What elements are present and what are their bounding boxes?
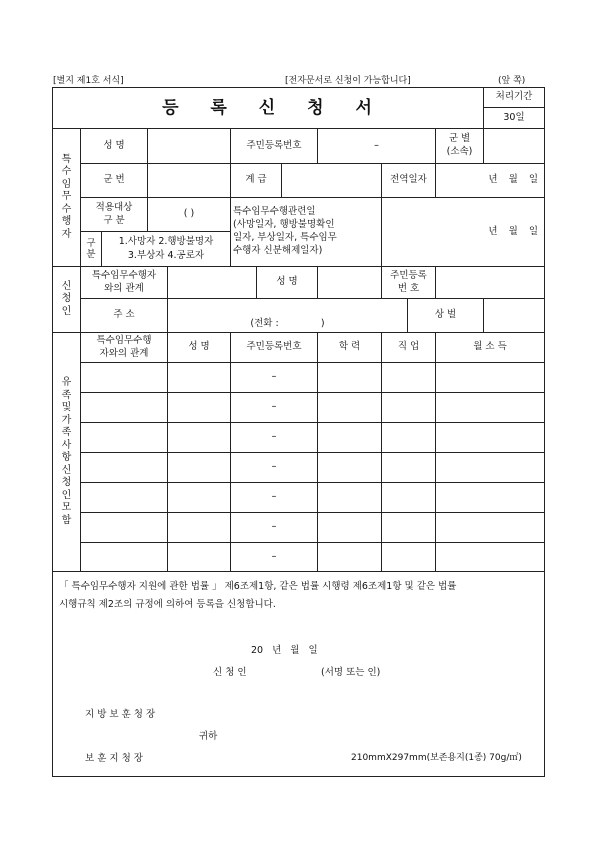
title-char: 등 xyxy=(162,97,181,118)
address-field[interactable] xyxy=(168,299,408,333)
family-col-relation: 특수임무수행 자와의 관계 xyxy=(81,333,168,363)
family-cell[interactable] xyxy=(318,393,382,423)
paper-spec: 210mmX297mm(보존용지(1종) 70g/㎡) xyxy=(351,753,522,763)
declaration xyxy=(53,572,545,777)
family-cell[interactable] xyxy=(318,453,382,483)
family-cell[interactable] xyxy=(318,423,382,453)
family-col-education: 학 력 xyxy=(318,333,382,363)
rrn-field[interactable]: – xyxy=(318,129,436,164)
family-cell[interactable] xyxy=(81,543,168,572)
family-cell[interactable] xyxy=(436,363,545,393)
family-rrn[interactable]: – xyxy=(231,513,318,543)
family-rrn[interactable]: – xyxy=(231,363,318,393)
family-rrn[interactable]: – xyxy=(231,453,318,483)
category-options: 1.사망자 2.행방불명자 3.부상자 4.공로자 xyxy=(118,236,214,261)
table-row xyxy=(53,363,545,393)
family-cell[interactable] xyxy=(318,483,382,513)
family-rrn[interactable]: – xyxy=(231,543,318,572)
table-row xyxy=(53,423,545,453)
applicant-name-label: 성 명 xyxy=(257,267,318,299)
signature-field[interactable]: (서명 또는 인) xyxy=(321,667,381,679)
declaration-text: 「 특수임무수행자 지원에 관한 법률 」 제6조제1항, 같은 법률 시행령 제6조제1항 및 같은 법률 xyxy=(59,581,457,592)
applicant-rrn-field[interactable] xyxy=(436,267,545,299)
family-cell[interactable] xyxy=(168,453,231,483)
family-cell[interactable] xyxy=(436,423,545,453)
relation-field[interactable] xyxy=(168,267,257,299)
table-row xyxy=(53,453,545,483)
table-row xyxy=(53,483,545,513)
mission-date-label: 특수임무수행관련일 (사망일자, 행방불명확인 일자, 부상일자, 특수임무 수행자 신분해제일자) xyxy=(231,198,382,267)
family-cell[interactable] xyxy=(382,393,436,423)
family-cell[interactable] xyxy=(382,543,436,572)
target-category-label: 적용대상 구 분 xyxy=(81,198,148,232)
processing-value: 30일 xyxy=(484,108,545,129)
form-number: [별지 제1호 서식] xyxy=(53,76,124,86)
table-row xyxy=(53,393,545,423)
electronic-note: [전자문서로 신청이 가능합니다] xyxy=(285,76,411,86)
family-cell[interactable] xyxy=(382,423,436,453)
branch-field[interactable] xyxy=(484,129,545,164)
family-cell[interactable] xyxy=(382,363,436,393)
applicant-label: 신 청 인 xyxy=(213,667,247,679)
recipient-branch: 보 훈 지 청 장 xyxy=(85,753,143,765)
family-cell[interactable] xyxy=(168,543,231,572)
page-side: (앞 쪽) xyxy=(498,76,526,86)
rrn-label: 주민등록번호 xyxy=(231,129,318,164)
phone-field: (전화 : ) xyxy=(250,318,325,330)
section-special-mission xyxy=(53,129,81,267)
family-cell[interactable] xyxy=(382,453,436,483)
branch-label: 군 별 (소속) xyxy=(436,129,484,164)
section-label: 신 청 인 xyxy=(61,280,72,317)
table-row xyxy=(53,543,545,572)
declaration-text: 시행규칙 제2조의 규정에 의하여 등록을 신청합니다. xyxy=(59,599,276,611)
family-cell[interactable] xyxy=(168,423,231,453)
gubun-label: 구 분 xyxy=(81,232,102,266)
recipient-regional: 지 방 보 훈 청 장 xyxy=(85,709,156,721)
section-applicant xyxy=(53,267,81,333)
family-cell[interactable] xyxy=(168,483,231,513)
family-col-income: 월 소 득 xyxy=(436,333,545,363)
family-cell[interactable] xyxy=(436,393,545,423)
family-col-name: 성 명 xyxy=(168,333,231,363)
table-row xyxy=(53,513,545,543)
rank-label: 계 급 xyxy=(231,164,282,198)
title-char: 신 xyxy=(258,97,278,118)
name-field[interactable] xyxy=(148,129,231,164)
family-rrn[interactable]: – xyxy=(231,393,318,423)
reward-label: 상 벌 xyxy=(408,299,484,333)
discharge-field[interactable]: 년 월 일 xyxy=(436,164,545,198)
title-char: 청 xyxy=(307,97,326,118)
discharge-label: 전역일자 xyxy=(382,164,436,198)
title-char: 서 xyxy=(355,97,374,118)
mission-date-field[interactable]: 년 월 일 xyxy=(382,198,545,267)
recipient-honorific: 귀하 xyxy=(199,731,218,743)
family-cell[interactable] xyxy=(81,363,168,393)
registration-form xyxy=(52,87,545,777)
applicant-name-field[interactable] xyxy=(318,267,382,299)
service-no-label: 군 번 xyxy=(81,164,148,198)
form-title xyxy=(53,88,484,129)
family-cell[interactable] xyxy=(436,513,545,543)
family-cell[interactable] xyxy=(436,483,545,513)
family-cell[interactable] xyxy=(81,393,168,423)
family-cell[interactable] xyxy=(318,363,382,393)
family-rrn[interactable]: – xyxy=(231,423,318,453)
family-cell[interactable] xyxy=(168,363,231,393)
family-cell[interactable] xyxy=(382,483,436,513)
family-cell[interactable] xyxy=(81,423,168,453)
section-label: 특 수 임 무 수 행 자 xyxy=(61,153,72,240)
family-col-job: 직 업 xyxy=(382,333,436,363)
family-cell[interactable] xyxy=(168,513,231,543)
section-family xyxy=(53,333,81,572)
applicant-rrn-label: 주민등록 번 호 xyxy=(382,267,436,299)
family-rrn[interactable]: – xyxy=(231,483,318,513)
application-date[interactable]: 20 년 월 일 xyxy=(251,645,318,657)
family-col-rrn: 주민등록번호 xyxy=(231,333,318,363)
family-cell[interactable] xyxy=(318,543,382,572)
target-category-field[interactable]: ( ) xyxy=(148,198,231,232)
title-char: 록 xyxy=(210,97,229,118)
reward-field[interactable] xyxy=(484,299,545,333)
family-cell[interactable] xyxy=(436,453,545,483)
address-label: 주 소 xyxy=(81,299,168,333)
family-cell[interactable] xyxy=(168,393,231,423)
family-cell[interactable] xyxy=(81,483,168,513)
family-cell[interactable] xyxy=(81,453,168,483)
family-cell[interactable] xyxy=(436,543,545,572)
processing-label: 처리기간 xyxy=(484,88,545,108)
name-label: 성 명 xyxy=(81,129,148,164)
family-cell[interactable] xyxy=(318,513,382,543)
section-label: 유 족 및 가 족 사 항 신 청 인 모 함 xyxy=(61,377,72,526)
service-no-field[interactable] xyxy=(148,164,231,198)
family-cell[interactable] xyxy=(382,513,436,543)
relation-label: 특수임무수행자 와의 관계 xyxy=(81,267,168,299)
family-cell[interactable] xyxy=(81,513,168,543)
rank-field[interactable] xyxy=(282,164,382,198)
